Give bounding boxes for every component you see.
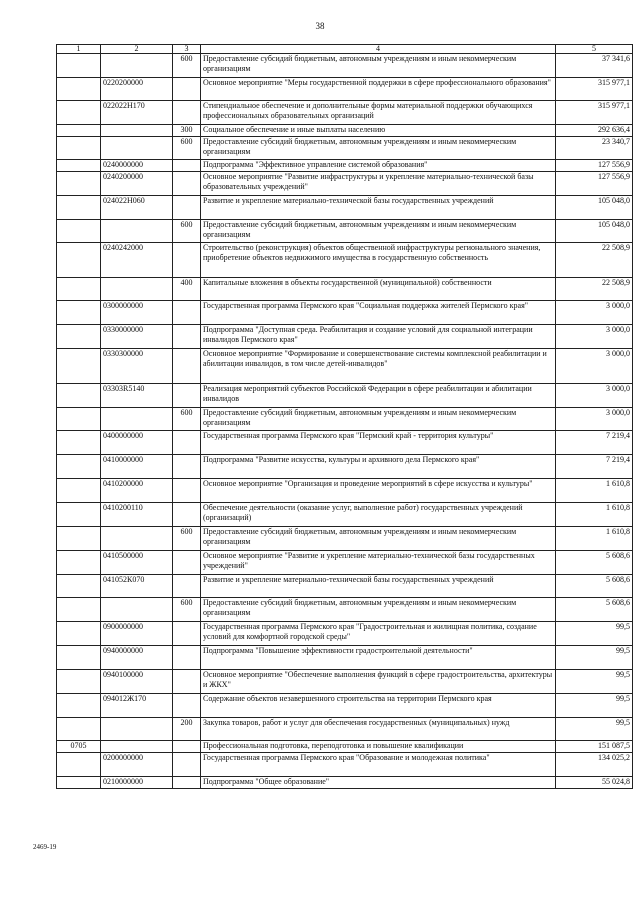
table-row xyxy=(57,325,633,349)
item-name-cell: Обеспечение деятельности (оказание услуг, выполнение работ) государственных учреждений (организаций) xyxy=(201,503,556,527)
item-name-cell: Основное мероприятие "Организация и проведение мероприятий в сфере искусства и культуры" xyxy=(201,479,556,503)
table-row xyxy=(57,551,633,575)
expense-type-cell xyxy=(173,160,201,172)
item-name-cell: Развитие и укрепление материально-технической базы государственных учреждений xyxy=(201,196,556,220)
table-row xyxy=(57,243,633,278)
section-code-cell xyxy=(57,125,101,137)
section-code-cell xyxy=(57,431,101,455)
item-name-cell: Подпрограмма "Общее образование" xyxy=(201,777,556,789)
target-article-cell: 0210000000 xyxy=(101,777,173,789)
expense-type-cell xyxy=(173,551,201,575)
item-name-cell: Государственная программа Пермского края "Образование и молодежная политика" xyxy=(201,753,556,777)
expense-type-cell xyxy=(173,349,201,384)
amount-cell: 5 608,6 xyxy=(556,598,633,622)
target-article-cell: 0940000000 xyxy=(101,646,173,670)
item-name-cell: Капитальные вложения в объекты государственной (муниципальной) собственности xyxy=(201,278,556,301)
amount-cell: 7 219,4 xyxy=(556,431,633,455)
section-code-cell xyxy=(57,718,101,741)
section-code-cell xyxy=(57,575,101,598)
section-code-cell xyxy=(57,325,101,349)
section-code-cell xyxy=(57,54,101,78)
section-code-cell xyxy=(57,220,101,243)
table-row xyxy=(57,431,633,455)
table-row xyxy=(57,408,633,431)
expense-type-cell: 600 xyxy=(173,220,201,243)
amount-cell: 315 977,1 xyxy=(556,101,633,125)
expense-type-cell xyxy=(173,325,201,349)
amount-cell: 1 610,8 xyxy=(556,479,633,503)
table-row xyxy=(57,137,633,160)
budget-table xyxy=(56,44,633,789)
table-row xyxy=(57,598,633,622)
amount-cell: 5 608,6 xyxy=(556,551,633,575)
table-row xyxy=(57,54,633,78)
section-code-cell xyxy=(57,503,101,527)
expense-type-cell xyxy=(173,646,201,670)
target-article-cell xyxy=(101,718,173,741)
item-name-cell: Социальное обеспечение и иные выплаты населению xyxy=(201,125,556,137)
expense-type-cell: 600 xyxy=(173,527,201,551)
item-name-cell: Стипендиальное обеспечение и дополнительные формы материальной поддержки обучающихся профессиональных образовательных организаций xyxy=(201,101,556,125)
amount-cell: 22 508,9 xyxy=(556,278,633,301)
amount-cell: 22 508,9 xyxy=(556,243,633,278)
amount-cell: 3 000,0 xyxy=(556,408,633,431)
expense-type-cell xyxy=(173,172,201,196)
target-article-cell: 0330300000 xyxy=(101,349,173,384)
amount-cell: 23 340,7 xyxy=(556,137,633,160)
target-article-cell: 0410200110 xyxy=(101,503,173,527)
amount-cell: 134 025,2 xyxy=(556,753,633,777)
target-article-cell: 0200000000 xyxy=(101,753,173,777)
item-name-cell: Подпрограмма "Эффективное управление системой образования" xyxy=(201,160,556,172)
target-article-cell xyxy=(101,125,173,137)
target-article-cell: 0400000000 xyxy=(101,431,173,455)
table-row xyxy=(57,646,633,670)
section-code-cell xyxy=(57,172,101,196)
item-name-cell: Профессиональная подготовка, переподготовка и повышение квалификации xyxy=(201,741,556,753)
expense-type-cell xyxy=(173,78,201,101)
section-code-cell xyxy=(57,777,101,789)
target-article-cell: 0410000000 xyxy=(101,455,173,479)
header-cell: 4 xyxy=(201,45,556,54)
item-name-cell: Закупка товаров, работ и услуг для обеспечения государственных (муниципальных) нужд xyxy=(201,718,556,741)
section-code-cell xyxy=(57,160,101,172)
amount-cell: 1 610,8 xyxy=(556,503,633,527)
expense-type-cell xyxy=(173,694,201,718)
footer-code: 2469-19 xyxy=(33,843,57,851)
table-row xyxy=(57,78,633,101)
table-row xyxy=(57,694,633,718)
target-article-cell xyxy=(101,278,173,301)
section-code-cell xyxy=(57,384,101,408)
amount-cell: 37 341,6 xyxy=(556,54,633,78)
header-cell: 1 xyxy=(57,45,101,54)
target-article-cell: 03303R5140 xyxy=(101,384,173,408)
amount-cell: 3 000,0 xyxy=(556,349,633,384)
amount-cell: 105 048,0 xyxy=(556,196,633,220)
item-name-cell: Предоставление субсидий бюджетным, автономным учреждениям и иным некоммерческим организациям xyxy=(201,54,556,78)
table-row xyxy=(57,172,633,196)
target-article-cell: 0240000000 xyxy=(101,160,173,172)
target-article-cell: 0940100000 xyxy=(101,670,173,694)
item-name-cell: Основное мероприятие "Развитие и укрепление материально-технической базы государственных учреждений" xyxy=(201,551,556,575)
header-cell: 5 xyxy=(556,45,633,54)
item-name-cell: Основное мероприятие "Формирование и совершенствование системы комплексной реабилитации и абилитации инвалидов, в том числе детей-инвалидов" xyxy=(201,349,556,384)
target-article-cell xyxy=(101,408,173,431)
amount-cell: 151 087,5 xyxy=(556,741,633,753)
section-code-cell xyxy=(57,455,101,479)
item-name-cell: Подпрограмма "Доступная среда. Реабилитация и создание условий для социальной интеграции инвалидов Пермского края" xyxy=(201,325,556,349)
item-name-cell: Государственная программа Пермского края "Социальная поддержка жителей Пермского края" xyxy=(201,301,556,325)
section-code-cell xyxy=(57,527,101,551)
item-name-cell: Предоставление субсидий бюджетным, автономным учреждениям и иным некоммерческим организациям xyxy=(201,598,556,622)
page-number: 38 xyxy=(315,21,325,31)
amount-cell: 3 000,0 xyxy=(556,325,633,349)
header-cell: 3 xyxy=(173,45,201,54)
table-row xyxy=(57,718,633,741)
target-article-cell: 0240242000 xyxy=(101,243,173,278)
table-row xyxy=(57,575,633,598)
expense-type-cell xyxy=(173,431,201,455)
table-row xyxy=(57,527,633,551)
table-row xyxy=(57,503,633,527)
amount-cell: 55 024,8 xyxy=(556,777,633,789)
section-code-cell xyxy=(57,694,101,718)
table-header-row xyxy=(57,45,633,54)
table-row xyxy=(57,125,633,137)
target-article-cell xyxy=(101,137,173,160)
target-article-cell xyxy=(101,527,173,551)
amount-cell: 292 636,4 xyxy=(556,125,633,137)
section-code-cell xyxy=(57,408,101,431)
section-code-cell xyxy=(57,753,101,777)
item-name-cell: Предоставление субсидий бюджетным, автономным учреждениям и иным некоммерческим организациям xyxy=(201,137,556,160)
target-article-cell: 0900000000 xyxy=(101,622,173,646)
amount-cell: 1 610,8 xyxy=(556,527,633,551)
table-row xyxy=(57,741,633,753)
expense-type-cell: 200 xyxy=(173,718,201,741)
expense-type-cell xyxy=(173,196,201,220)
table-row xyxy=(57,455,633,479)
expense-type-cell xyxy=(173,670,201,694)
section-code-cell xyxy=(57,101,101,125)
amount-cell: 99,5 xyxy=(556,670,633,694)
expense-type-cell: 600 xyxy=(173,54,201,78)
amount-cell: 99,5 xyxy=(556,718,633,741)
table-row xyxy=(57,753,633,777)
expense-type-cell: 300 xyxy=(173,125,201,137)
target-article-cell: 022022Н170 xyxy=(101,101,173,125)
amount-cell: 3 000,0 xyxy=(556,301,633,325)
section-code-cell xyxy=(57,78,101,101)
target-article-cell: 094012Ж170 xyxy=(101,694,173,718)
amount-cell: 315 977,1 xyxy=(556,78,633,101)
item-name-cell: Основное мероприятие "Меры государственной поддержки в сфере профессионального образования" xyxy=(201,78,556,101)
table-row xyxy=(57,196,633,220)
item-name-cell: Государственная программа Пермского края "Пермский край - территория культуры" xyxy=(201,431,556,455)
amount-cell: 127 556,9 xyxy=(556,172,633,196)
expense-type-cell xyxy=(173,753,201,777)
expense-type-cell xyxy=(173,101,201,125)
expense-type-cell xyxy=(173,479,201,503)
section-code-cell xyxy=(57,349,101,384)
expense-type-cell: 600 xyxy=(173,137,201,160)
target-article-cell xyxy=(101,220,173,243)
header-cell: 2 xyxy=(101,45,173,54)
target-article-cell xyxy=(101,598,173,622)
expense-type-cell xyxy=(173,741,201,753)
table-row xyxy=(57,278,633,301)
section-code-cell: 0705 xyxy=(57,741,101,753)
expense-type-cell: 600 xyxy=(173,598,201,622)
expense-type-cell xyxy=(173,384,201,408)
amount-cell: 127 556,9 xyxy=(556,160,633,172)
item-name-cell: Подпрограмма "Развитие искусства, культуры и архивного дела Пермского края" xyxy=(201,455,556,479)
amount-cell: 5 608,6 xyxy=(556,575,633,598)
item-name-cell: Содержание объектов незавершенного строительства на территории Пермского края xyxy=(201,694,556,718)
expense-type-cell xyxy=(173,622,201,646)
section-code-cell xyxy=(57,301,101,325)
item-name-cell: Основное мероприятие "Развитие инфраструктуры и укрепление материально-технической базы образовательных учреждений" xyxy=(201,172,556,196)
table-row xyxy=(57,622,633,646)
table-row xyxy=(57,160,633,172)
target-article-cell xyxy=(101,54,173,78)
table-row xyxy=(57,777,633,789)
amount-cell: 3 000,0 xyxy=(556,384,633,408)
amount-cell: 99,5 xyxy=(556,622,633,646)
item-name-cell: Развитие и укрепление материально-технической базы государственных учреждений xyxy=(201,575,556,598)
section-code-cell xyxy=(57,670,101,694)
item-name-cell: Строительство (реконструкция) объектов общественной инфраструктуры регионального значения, приобретение объектов недвижимого имущества в государственную собственность xyxy=(201,243,556,278)
section-code-cell xyxy=(57,551,101,575)
item-name-cell: Предоставление субсидий бюджетным, автономным учреждениям и иным некоммерческим организациям xyxy=(201,408,556,431)
table-row xyxy=(57,479,633,503)
table-row xyxy=(57,670,633,694)
item-name-cell: Предоставление субсидий бюджетным, автономным учреждениям и иным некоммерческим организациям xyxy=(201,220,556,243)
section-code-cell xyxy=(57,278,101,301)
table-body xyxy=(57,54,633,789)
expense-type-cell xyxy=(173,455,201,479)
expense-type-cell xyxy=(173,243,201,278)
table-row xyxy=(57,384,633,408)
expense-type-cell: 400 xyxy=(173,278,201,301)
expense-type-cell xyxy=(173,503,201,527)
target-article-cell: 0410200000 xyxy=(101,479,173,503)
section-code-cell xyxy=(57,243,101,278)
table-row xyxy=(57,220,633,243)
target-article-cell: 0240200000 xyxy=(101,172,173,196)
target-article-cell: 041052К070 xyxy=(101,575,173,598)
item-name-cell: Реализация мероприятий субъектов Российской Федерации в сфере реабилитации и абилитации инвалидов xyxy=(201,384,556,408)
target-article-cell: 0330000000 xyxy=(101,325,173,349)
target-article-cell: 0220200000 xyxy=(101,78,173,101)
section-code-cell xyxy=(57,622,101,646)
target-article-cell: 024022Н060 xyxy=(101,196,173,220)
expense-type-cell xyxy=(173,575,201,598)
amount-cell: 105 048,0 xyxy=(556,220,633,243)
section-code-cell xyxy=(57,137,101,160)
section-code-cell xyxy=(57,598,101,622)
amount-cell: 99,5 xyxy=(556,646,633,670)
expense-type-cell: 600 xyxy=(173,408,201,431)
section-code-cell xyxy=(57,479,101,503)
item-name-cell: Предоставление субсидий бюджетным, автономным учреждениям и иным некоммерческим организациям xyxy=(201,527,556,551)
expense-type-cell xyxy=(173,301,201,325)
table-row xyxy=(57,101,633,125)
amount-cell: 99,5 xyxy=(556,694,633,718)
expense-type-cell xyxy=(173,777,201,789)
amount-cell: 7 219,4 xyxy=(556,455,633,479)
section-code-cell xyxy=(57,646,101,670)
item-name-cell: Основное мероприятие "Обеспечение выполнения функций в сфере градостроительства, архитектуры и ЖКХ" xyxy=(201,670,556,694)
table-row xyxy=(57,301,633,325)
item-name-cell: Государственная программа Пермского края "Градостроительная и жилищная политика, создание условий для комфортной городской среды" xyxy=(201,622,556,646)
target-article-cell: 0300000000 xyxy=(101,301,173,325)
target-article-cell xyxy=(101,741,173,753)
section-code-cell xyxy=(57,196,101,220)
table-row xyxy=(57,349,633,384)
target-article-cell: 0410500000 xyxy=(101,551,173,575)
item-name-cell: Подпрограмма "Повышение эффективности градостроительной деятельности" xyxy=(201,646,556,670)
